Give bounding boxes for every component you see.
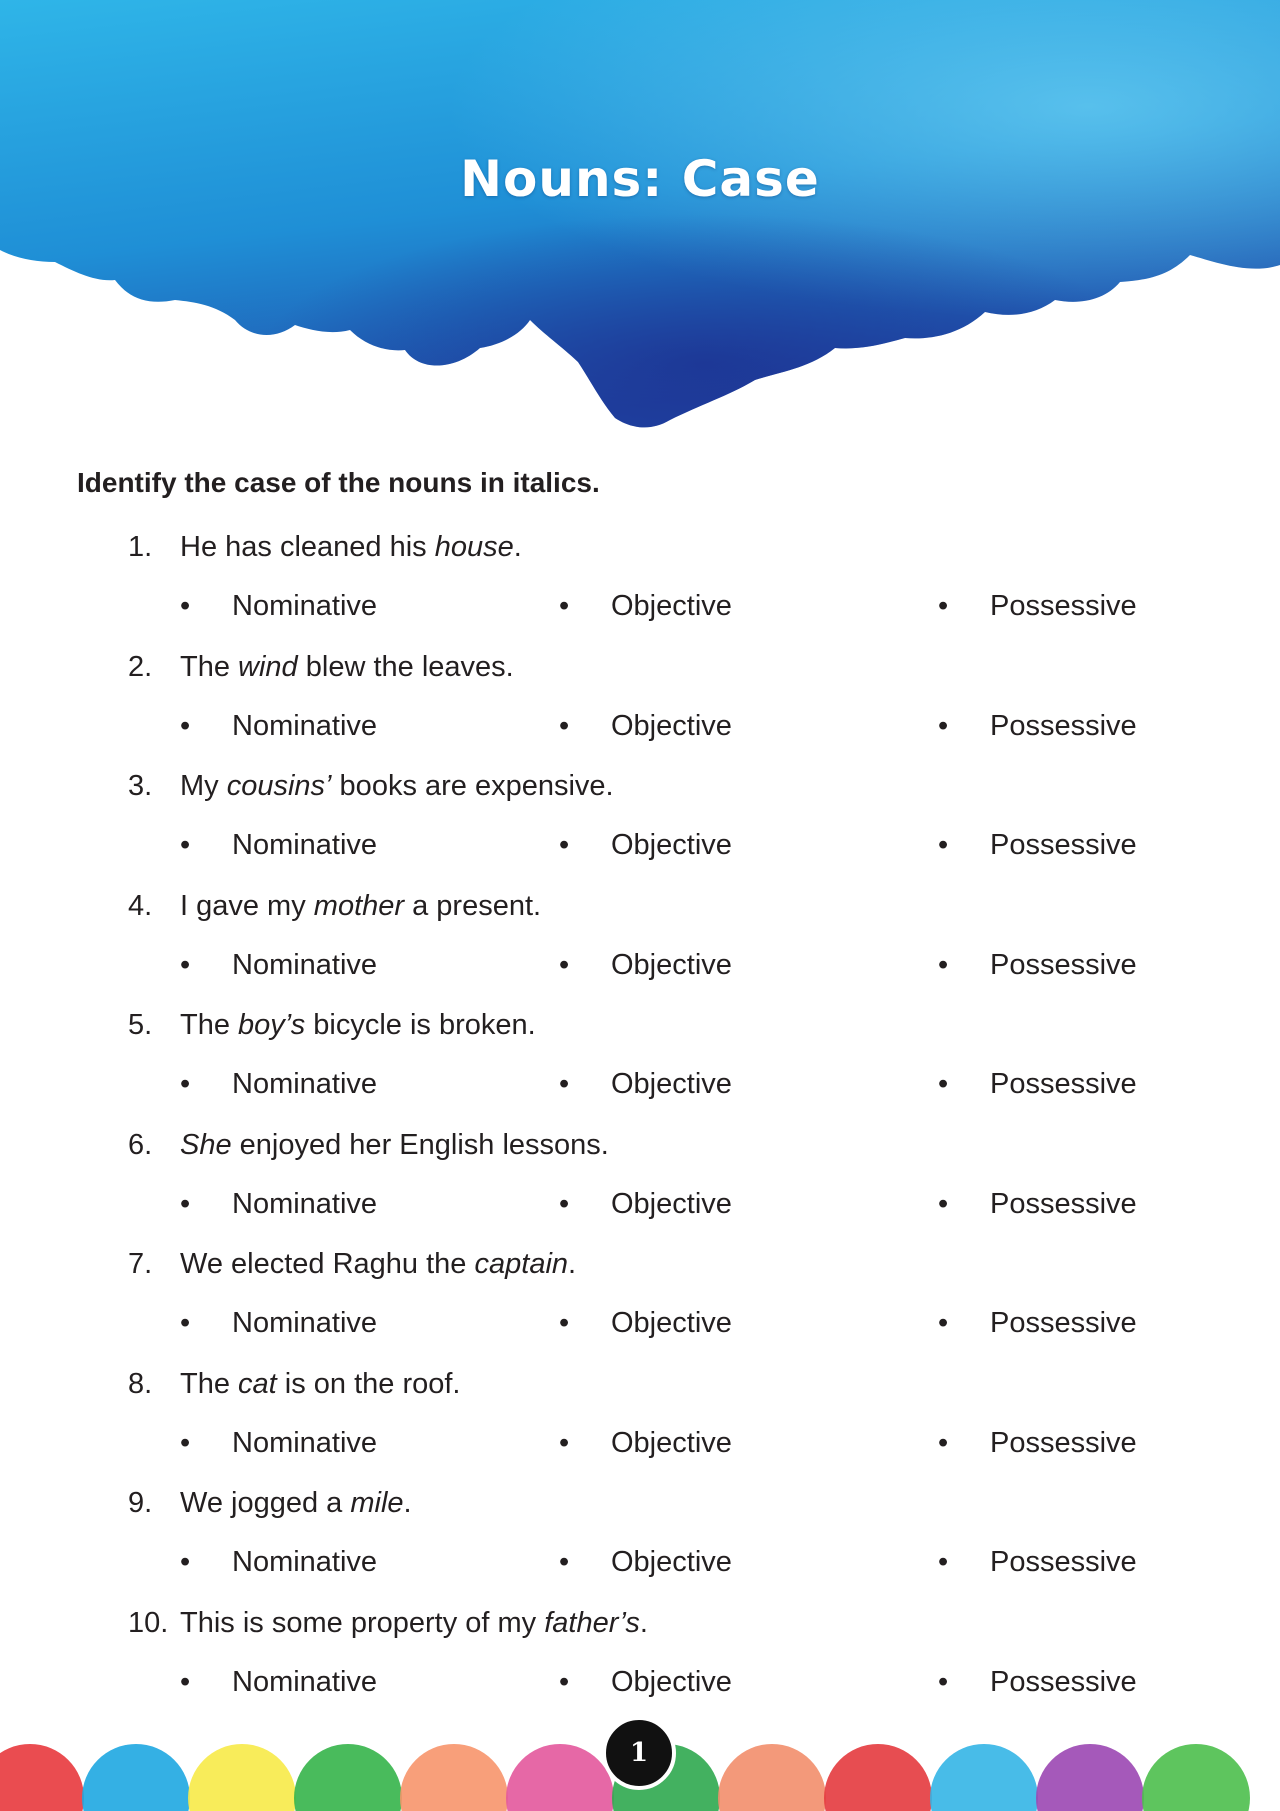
option-nominative[interactable] — [180, 949, 377, 982]
watercolor-dot — [824, 1744, 932, 1811]
bullet-icon: • — [938, 1187, 949, 1220]
option-label: Possessive — [990, 1426, 1137, 1459]
option-label: Nominative — [232, 948, 378, 981]
option-label: Nominative — [232, 1665, 378, 1698]
italic-noun: captain — [474, 1248, 569, 1280]
option-label: Nominative — [232, 709, 378, 742]
option-nominative[interactable] — [180, 710, 377, 743]
question-number: 1. — [128, 531, 153, 563]
bullet-icon: • — [938, 829, 949, 861]
question-line — [128, 1248, 576, 1281]
question-item — [0, 1360, 1280, 1480]
bullet-icon: • — [938, 1307, 949, 1339]
question-text-part: I gave my — [180, 889, 314, 922]
option-label: Nominative — [232, 1187, 378, 1220]
watercolor-banner — [0, 0, 1280, 440]
question-list — [0, 523, 1280, 1718]
question-item — [0, 1479, 1280, 1599]
option-objective[interactable] — [559, 1427, 732, 1460]
question-text — [180, 890, 541, 922]
question-number: 8. — [128, 1367, 153, 1400]
option-objective[interactable] — [559, 949, 732, 982]
bullet-icon: • — [938, 1546, 949, 1578]
watercolor-dot — [400, 1744, 508, 1811]
option-possessive[interactable] — [938, 1546, 1137, 1579]
option-possessive[interactable] — [938, 1307, 1137, 1340]
option-objective[interactable] — [559, 1666, 732, 1699]
question-text-part: bicycle is broken. — [305, 1009, 536, 1041]
bullet-icon: • — [559, 709, 570, 742]
question-line — [128, 1607, 648, 1640]
question-text-part: books are expensive. — [331, 770, 614, 802]
italic-noun: house — [434, 531, 514, 563]
instructions-heading: Identify the case of the nouns in italics. — [77, 467, 600, 498]
option-label: Possessive — [990, 590, 1137, 622]
bullet-icon: • — [559, 1307, 570, 1339]
question-number: 7. — [128, 1248, 153, 1280]
page-title: Nouns: Case — [460, 150, 820, 208]
question-text-part: . — [403, 1487, 412, 1519]
watercolor-dot — [82, 1744, 190, 1811]
question-text — [180, 531, 522, 563]
question-text — [180, 1009, 536, 1041]
question-text-part: a present. — [404, 889, 542, 922]
question-number: 2. — [128, 650, 153, 683]
option-label: Possessive — [990, 829, 1137, 861]
option-label: Possessive — [990, 948, 1137, 981]
watercolor-dot — [0, 1744, 84, 1811]
option-label: Possessive — [990, 709, 1137, 742]
option-label: Possessive — [990, 1068, 1137, 1100]
question-text-part: The — [180, 650, 239, 683]
option-label: Objective — [611, 1187, 732, 1220]
bullet-icon: • — [180, 1426, 191, 1459]
bullet-icon: • — [180, 829, 191, 861]
option-possessive[interactable] — [938, 710, 1137, 743]
question-line — [128, 1368, 461, 1401]
option-nominative[interactable] — [180, 1546, 377, 1579]
option-nominative[interactable] — [180, 829, 377, 862]
question-text — [180, 1607, 648, 1639]
question-item — [0, 523, 1280, 643]
option-label: Nominative — [232, 1546, 378, 1578]
question-text-part: The — [180, 1009, 239, 1041]
option-label: Objective — [611, 829, 732, 861]
option-label: Possessive — [990, 1665, 1137, 1698]
option-label: Nominative — [232, 1426, 378, 1459]
question-line — [128, 1487, 412, 1520]
watercolor-dot — [506, 1744, 614, 1811]
question-text-part: blew the leaves. — [297, 650, 514, 683]
bullet-icon: • — [938, 1068, 949, 1100]
option-label: Objective — [611, 1307, 732, 1339]
bullet-icon: • — [938, 590, 949, 622]
question-line — [128, 651, 514, 684]
italic-noun: boy’s — [238, 1009, 306, 1041]
question-text-part: . — [639, 1606, 648, 1639]
question-item — [0, 882, 1280, 1002]
italic-noun: father’s — [544, 1606, 640, 1639]
question-text — [180, 1129, 609, 1161]
option-label: Possessive — [990, 1187, 1137, 1220]
question-text-part: We elected Raghu the — [180, 1248, 475, 1280]
option-label: Possessive — [990, 1546, 1137, 1578]
italic-noun: cousins’ — [226, 770, 332, 802]
question-number: 9. — [128, 1487, 153, 1519]
watercolor-dot — [1142, 1744, 1250, 1811]
option-objective[interactable] — [559, 1307, 732, 1340]
question-line — [128, 1129, 609, 1162]
option-label: Objective — [611, 1546, 732, 1578]
option-possessive[interactable] — [938, 829, 1137, 862]
option-label: Nominative — [232, 1307, 378, 1339]
question-text — [180, 770, 614, 802]
question-number: 4. — [128, 889, 153, 922]
option-objective[interactable] — [559, 590, 732, 623]
option-possessive[interactable] — [938, 1068, 1137, 1101]
italic-noun: She — [180, 1128, 232, 1161]
bullet-icon: • — [180, 1068, 191, 1100]
question-item — [0, 762, 1280, 882]
question-number: 6. — [128, 1128, 153, 1161]
question-number: 10. — [128, 1606, 169, 1639]
watercolor-dot — [718, 1744, 826, 1811]
option-possessive[interactable] — [938, 1427, 1137, 1460]
option-objective[interactable] — [559, 1068, 732, 1101]
option-nominative[interactable] — [180, 590, 377, 623]
bullet-icon: • — [180, 948, 191, 981]
bullet-icon: • — [180, 709, 191, 742]
question-number: 3. — [128, 770, 153, 802]
option-objective[interactable] — [559, 1546, 732, 1579]
question-text — [180, 1248, 576, 1280]
bullet-icon: • — [180, 1546, 191, 1578]
option-label: Objective — [611, 1068, 732, 1100]
option-possessive[interactable] — [938, 1666, 1137, 1699]
question-item — [0, 1240, 1280, 1360]
bullet-icon: • — [559, 1068, 570, 1100]
bullet-icon: • — [938, 948, 949, 981]
bullet-icon: • — [559, 1665, 570, 1698]
question-line — [128, 531, 522, 564]
bullet-icon: • — [938, 1426, 949, 1459]
bullet-icon: • — [180, 1307, 191, 1339]
question-text-part: . — [513, 531, 522, 563]
option-label: Objective — [611, 1665, 732, 1698]
bullet-icon: • — [559, 948, 570, 981]
bullet-icon: • — [180, 1187, 191, 1220]
italic-noun: mile — [350, 1487, 404, 1519]
option-objective[interactable] — [559, 710, 732, 743]
question-text — [180, 1368, 461, 1400]
watercolor-dot — [1036, 1744, 1144, 1811]
italic-noun: cat — [238, 1367, 277, 1400]
option-label: Nominative — [232, 590, 378, 622]
bullet-icon: • — [559, 1426, 570, 1459]
question-line — [128, 1009, 536, 1042]
option-label: Nominative — [232, 1068, 378, 1100]
option-nominative[interactable] — [180, 1666, 377, 1699]
option-label: Objective — [611, 1426, 732, 1459]
bullet-icon: • — [180, 590, 191, 622]
option-nominative[interactable] — [180, 1188, 377, 1221]
bullet-icon: • — [559, 829, 570, 861]
question-text-part: We jogged a — [180, 1487, 351, 1519]
option-label: Objective — [611, 709, 732, 742]
question-text-part: My — [180, 770, 227, 802]
italic-noun: mother — [313, 889, 405, 922]
question-text-part: The — [180, 1367, 239, 1400]
bullet-icon: • — [559, 1546, 570, 1578]
question-text — [180, 1487, 412, 1519]
question-number: 5. — [128, 1009, 153, 1041]
question-text-part: He has cleaned his — [180, 531, 435, 563]
question-item — [0, 1121, 1280, 1241]
question-text-part: . — [568, 1248, 577, 1280]
question-text — [180, 651, 514, 683]
question-text-part: is on the roof. — [276, 1367, 461, 1400]
question-line — [128, 770, 614, 803]
option-nominative[interactable] — [180, 1068, 377, 1101]
option-label: Objective — [611, 948, 732, 981]
bullet-icon: • — [938, 1665, 949, 1698]
option-label: Nominative — [232, 829, 378, 861]
option-objective[interactable] — [559, 1188, 732, 1221]
question-line — [128, 890, 541, 923]
bullet-icon: • — [559, 590, 570, 622]
question-item — [0, 1001, 1280, 1121]
page-number: 1 — [602, 1716, 676, 1790]
question-item — [0, 1599, 1280, 1719]
option-label: Possessive — [990, 1307, 1137, 1339]
bullet-icon: • — [180, 1665, 191, 1698]
option-possessive[interactable] — [938, 1188, 1137, 1221]
bullet-icon: • — [559, 1187, 570, 1220]
option-label: Objective — [611, 590, 732, 622]
option-nominative[interactable] — [180, 1427, 377, 1460]
option-possessive[interactable] — [938, 949, 1137, 982]
option-nominative[interactable] — [180, 1307, 377, 1340]
watercolor-dot — [294, 1744, 402, 1811]
question-text-part: This is some property of my — [180, 1606, 545, 1639]
option-possessive[interactable] — [938, 590, 1137, 623]
watercolor-dot — [930, 1744, 1038, 1811]
bullet-icon: • — [938, 709, 949, 742]
watercolor-dot — [188, 1744, 296, 1811]
option-objective[interactable] — [559, 829, 732, 862]
question-text-part: enjoyed her English lessons. — [231, 1128, 609, 1161]
question-item — [0, 643, 1280, 763]
italic-noun: wind — [238, 650, 298, 683]
